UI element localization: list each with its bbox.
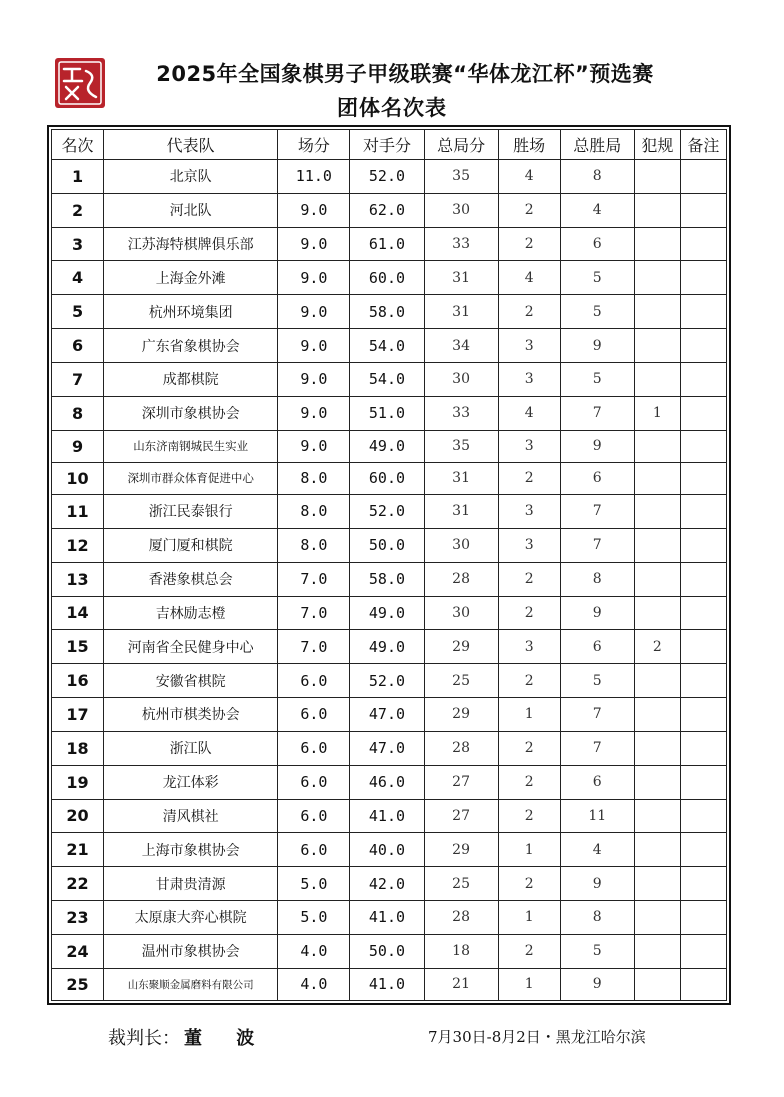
team-cell: 龙江体彩: [104, 765, 278, 799]
table-row: [52, 160, 727, 194]
opponent-points-cell: 46.0: [350, 765, 424, 799]
rank-cell: 10: [52, 462, 104, 494]
total-wins-cell: 4: [560, 193, 634, 227]
team-cell: 吉林励志橙: [104, 596, 278, 630]
fouls-cell: [634, 664, 680, 698]
match-points-cell: 7.0: [278, 630, 350, 664]
total-wins-cell: 5: [560, 664, 634, 698]
table-row: [52, 698, 727, 732]
wins-cell: 2: [498, 227, 560, 261]
note-cell: [680, 901, 726, 935]
game-points-cell: 30: [424, 528, 498, 562]
team-cell: 温州市象棋协会: [104, 934, 278, 968]
column-header: 总胜局: [560, 130, 634, 160]
note-cell: [680, 227, 726, 261]
fouls-cell: [634, 362, 680, 396]
wins-cell: 3: [498, 430, 560, 462]
match-points-cell: 8.0: [278, 462, 350, 494]
total-wins-cell: 8: [560, 901, 634, 935]
judge-label: 裁判长：: [108, 1028, 180, 1049]
opponent-points-cell: 49.0: [350, 630, 424, 664]
total-wins-cell: 5: [560, 362, 634, 396]
fouls-cell: [634, 329, 680, 363]
note-cell: [680, 495, 726, 529]
team-cell: 成都棋院: [104, 362, 278, 396]
wins-cell: 2: [498, 765, 560, 799]
match-points-cell: 9.0: [278, 430, 350, 462]
total-wins-cell: 9: [560, 867, 634, 901]
note-cell: [680, 160, 726, 194]
team-cell: 浙江队: [104, 731, 278, 765]
opponent-points-cell: 58.0: [350, 295, 424, 329]
standings-table: [51, 129, 727, 1001]
team-cell: 山东聚顺金属磨料有限公司: [104, 968, 278, 1000]
fouls-cell: [634, 968, 680, 1000]
match-points-cell: 6.0: [278, 799, 350, 833]
total-wins-cell: 6: [560, 462, 634, 494]
table-row: [52, 562, 727, 596]
table-row: [52, 396, 727, 430]
total-wins-cell: 9: [560, 968, 634, 1000]
match-points-cell: 9.0: [278, 329, 350, 363]
opponent-points-cell: 51.0: [350, 396, 424, 430]
opponent-points-cell: 42.0: [350, 867, 424, 901]
rank-cell: 12: [52, 528, 104, 562]
rank-cell: 25: [52, 968, 104, 1000]
fouls-cell: [634, 160, 680, 194]
rank-cell: 22: [52, 867, 104, 901]
rank-cell: 13: [52, 562, 104, 596]
match-points-cell: 4.0: [278, 968, 350, 1000]
game-points-cell: 35: [424, 160, 498, 194]
note-cell: [680, 295, 726, 329]
column-header: 场分: [278, 130, 350, 160]
note-cell: [680, 630, 726, 664]
game-points-cell: 27: [424, 765, 498, 799]
standings-table-frame: [47, 125, 731, 1005]
judge-name: 董 波: [184, 1028, 269, 1049]
opponent-points-cell: 41.0: [350, 968, 424, 1000]
opponent-points-cell: 52.0: [350, 664, 424, 698]
team-cell: 山东济南钢城民生实业: [104, 430, 278, 462]
total-wins-cell: 9: [560, 430, 634, 462]
wins-cell: 1: [498, 968, 560, 1000]
game-points-cell: 31: [424, 295, 498, 329]
table-row: [52, 596, 727, 630]
column-header: 对手分: [350, 130, 424, 160]
table-row: [52, 193, 727, 227]
column-header: 备注: [680, 130, 726, 160]
opponent-points-cell: 49.0: [350, 430, 424, 462]
table-row: [52, 462, 727, 494]
opponent-points-cell: 47.0: [350, 698, 424, 732]
opponent-points-cell: 52.0: [350, 160, 424, 194]
note-cell: [680, 934, 726, 968]
game-points-cell: 30: [424, 193, 498, 227]
table-row: [52, 227, 727, 261]
rank-cell: 21: [52, 833, 104, 867]
match-points-cell: 9.0: [278, 193, 350, 227]
team-cell: 广东省象棋协会: [104, 329, 278, 363]
column-header: 代表队: [104, 130, 278, 160]
total-wins-cell: 7: [560, 528, 634, 562]
fouls-cell: [634, 698, 680, 732]
wins-cell: 2: [498, 295, 560, 329]
total-wins-cell: 11: [560, 799, 634, 833]
note-cell: [680, 731, 726, 765]
team-cell: 浙江民泰银行: [104, 495, 278, 529]
wins-cell: 1: [498, 698, 560, 732]
match-points-cell: 8.0: [278, 495, 350, 529]
note-cell: [680, 396, 726, 430]
fouls-cell: [634, 495, 680, 529]
opponent-points-cell: 60.0: [350, 261, 424, 295]
team-cell: 河南省全民健身中心: [104, 630, 278, 664]
fouls-cell: [634, 901, 680, 935]
fouls-cell: [634, 261, 680, 295]
game-points-cell: 18: [424, 934, 498, 968]
fouls-cell: [634, 562, 680, 596]
match-points-cell: 6.0: [278, 765, 350, 799]
wins-cell: 2: [498, 664, 560, 698]
fouls-cell: [634, 934, 680, 968]
note-cell: [680, 528, 726, 562]
total-wins-cell: 8: [560, 562, 634, 596]
team-cell: 深圳市群众体育促进中心: [104, 462, 278, 494]
fouls-cell: 2: [634, 630, 680, 664]
game-points-cell: 29: [424, 833, 498, 867]
fouls-cell: [634, 528, 680, 562]
wins-cell: 2: [498, 731, 560, 765]
total-wins-cell: 9: [560, 596, 634, 630]
rank-cell: 7: [52, 362, 104, 396]
note-cell: [680, 596, 726, 630]
game-points-cell: 31: [424, 261, 498, 295]
match-points-cell: 6.0: [278, 698, 350, 732]
game-points-cell: 27: [424, 799, 498, 833]
match-points-cell: 5.0: [278, 867, 350, 901]
note-cell: [680, 193, 726, 227]
page-title: 2025年全国象棋男子甲级联赛“华体龙江杯”预选赛: [156, 62, 654, 86]
column-header: 犯规: [634, 130, 680, 160]
team-cell: 清风棋社: [104, 799, 278, 833]
wins-cell: 3: [498, 630, 560, 664]
opponent-points-cell: 54.0: [350, 329, 424, 363]
opponent-points-cell: 41.0: [350, 799, 424, 833]
rank-cell: 16: [52, 664, 104, 698]
rank-cell: 3: [52, 227, 104, 261]
fouls-cell: [634, 462, 680, 494]
total-wins-cell: 9: [560, 329, 634, 363]
wins-cell: 2: [498, 462, 560, 494]
wins-cell: 3: [498, 495, 560, 529]
match-points-cell: 5.0: [278, 901, 350, 935]
game-points-cell: 28: [424, 731, 498, 765]
page-subtitle: 团体名次表: [337, 96, 447, 120]
team-cell: 上海市象棋协会: [104, 833, 278, 867]
table-row: [52, 833, 727, 867]
match-points-cell: 4.0: [278, 934, 350, 968]
table-row: [52, 495, 727, 529]
opponent-points-cell: 52.0: [350, 495, 424, 529]
rank-cell: 19: [52, 765, 104, 799]
column-header: 名次: [52, 130, 104, 160]
match-points-cell: 8.0: [278, 528, 350, 562]
wins-cell: 2: [498, 799, 560, 833]
team-cell: 江苏海特棋牌俱乐部: [104, 227, 278, 261]
rank-cell: 5: [52, 295, 104, 329]
total-wins-cell: 5: [560, 934, 634, 968]
opponent-points-cell: 50.0: [350, 934, 424, 968]
rank-cell: 9: [52, 430, 104, 462]
team-cell: 上海金外滩: [104, 261, 278, 295]
fouls-cell: [634, 193, 680, 227]
table-row: [52, 430, 727, 462]
game-points-cell: 31: [424, 462, 498, 494]
opponent-points-cell: 40.0: [350, 833, 424, 867]
opponent-points-cell: 62.0: [350, 193, 424, 227]
opponent-points-cell: 61.0: [350, 227, 424, 261]
wins-cell: 3: [498, 329, 560, 363]
match-points-cell: 7.0: [278, 562, 350, 596]
opponent-points-cell: 49.0: [350, 596, 424, 630]
total-wins-cell: 7: [560, 731, 634, 765]
team-cell: 安徽省棋院: [104, 664, 278, 698]
game-points-cell: 35: [424, 430, 498, 462]
rank-cell: 14: [52, 596, 104, 630]
table-row: [52, 362, 727, 396]
total-wins-cell: 4: [560, 833, 634, 867]
total-wins-cell: 6: [560, 765, 634, 799]
game-points-cell: 28: [424, 562, 498, 596]
wins-cell: 4: [498, 261, 560, 295]
rank-cell: 18: [52, 731, 104, 765]
wins-cell: 2: [498, 867, 560, 901]
judge-line: [108, 1024, 268, 1050]
match-points-cell: 7.0: [278, 596, 350, 630]
match-points-cell: 9.0: [278, 295, 350, 329]
match-points-cell: 6.0: [278, 664, 350, 698]
team-cell: 杭州市棋类协会: [104, 698, 278, 732]
table-row: [52, 664, 727, 698]
game-points-cell: 33: [424, 396, 498, 430]
game-points-cell: 34: [424, 329, 498, 363]
total-wins-cell: 6: [560, 227, 634, 261]
opponent-points-cell: 41.0: [350, 901, 424, 935]
table-row: [52, 528, 727, 562]
total-wins-cell: 7: [560, 495, 634, 529]
rank-cell: 8: [52, 396, 104, 430]
team-cell: 北京队: [104, 160, 278, 194]
match-points-cell: 6.0: [278, 731, 350, 765]
note-cell: [680, 562, 726, 596]
team-cell: 杭州环境集团: [104, 295, 278, 329]
note-cell: [680, 329, 726, 363]
table-row: [52, 261, 727, 295]
rank-cell: 6: [52, 329, 104, 363]
wins-cell: 2: [498, 934, 560, 968]
team-cell: 甘肃贵清源: [104, 867, 278, 901]
column-header: 胜场: [498, 130, 560, 160]
rank-cell: 20: [52, 799, 104, 833]
wins-cell: 4: [498, 396, 560, 430]
game-points-cell: 29: [424, 698, 498, 732]
match-points-cell: 9.0: [278, 396, 350, 430]
note-cell: [680, 698, 726, 732]
opponent-points-cell: 60.0: [350, 462, 424, 494]
opponent-points-cell: 54.0: [350, 362, 424, 396]
game-points-cell: 25: [424, 664, 498, 698]
total-wins-cell: 8: [560, 160, 634, 194]
game-points-cell: 28: [424, 901, 498, 935]
column-header: 总局分: [424, 130, 498, 160]
opponent-points-cell: 58.0: [350, 562, 424, 596]
total-wins-cell: 7: [560, 396, 634, 430]
table-row: [52, 630, 727, 664]
wins-cell: 1: [498, 901, 560, 935]
game-points-cell: 30: [424, 362, 498, 396]
team-cell: 太原康大弈心棋院: [104, 901, 278, 935]
opponent-points-cell: 47.0: [350, 731, 424, 765]
fouls-cell: [634, 596, 680, 630]
table-row: [52, 867, 727, 901]
table-header-row: [52, 130, 727, 160]
date-location: 7月30日-8月2日・黑龙江哈尔滨: [428, 1028, 646, 1046]
note-cell: [680, 765, 726, 799]
game-points-cell: 30: [424, 596, 498, 630]
fouls-cell: [634, 765, 680, 799]
rank-cell: 11: [52, 495, 104, 529]
match-points-cell: 11.0: [278, 160, 350, 194]
game-points-cell: 29: [424, 630, 498, 664]
fouls-cell: [634, 227, 680, 261]
wins-cell: 2: [498, 193, 560, 227]
team-cell: 河北队: [104, 193, 278, 227]
fouls-cell: [634, 430, 680, 462]
match-points-cell: 9.0: [278, 362, 350, 396]
fouls-cell: [634, 731, 680, 765]
note-cell: [680, 968, 726, 1000]
rank-cell: 4: [52, 261, 104, 295]
total-wins-cell: 7: [560, 698, 634, 732]
wins-cell: 2: [498, 596, 560, 630]
team-cell: 厦门厦和棋院: [104, 528, 278, 562]
table-row: [52, 731, 727, 765]
game-points-cell: 25: [424, 867, 498, 901]
table-row: [52, 329, 727, 363]
note-cell: [680, 799, 726, 833]
fouls-cell: [634, 799, 680, 833]
rank-cell: 15: [52, 630, 104, 664]
rank-cell: 24: [52, 934, 104, 968]
table-row: [52, 968, 727, 1000]
wins-cell: 4: [498, 160, 560, 194]
team-cell: 香港象棋总会: [104, 562, 278, 596]
rank-cell: 17: [52, 698, 104, 732]
rank-cell: 23: [52, 901, 104, 935]
note-cell: [680, 833, 726, 867]
fouls-cell: [634, 295, 680, 329]
table-row: [52, 934, 727, 968]
note-cell: [680, 867, 726, 901]
table-row: [52, 799, 727, 833]
match-points-cell: 6.0: [278, 833, 350, 867]
note-cell: [680, 261, 726, 295]
table-row: [52, 901, 727, 935]
fouls-cell: [634, 833, 680, 867]
match-points-cell: 9.0: [278, 227, 350, 261]
game-points-cell: 33: [424, 227, 498, 261]
total-wins-cell: 6: [560, 630, 634, 664]
game-points-cell: 21: [424, 968, 498, 1000]
note-cell: [680, 664, 726, 698]
note-cell: [680, 462, 726, 494]
rank-cell: 2: [52, 193, 104, 227]
wins-cell: 3: [498, 362, 560, 396]
wins-cell: 2: [498, 562, 560, 596]
note-cell: [680, 430, 726, 462]
rank-cell: 1: [52, 160, 104, 194]
total-wins-cell: 5: [560, 261, 634, 295]
fouls-cell: 1: [634, 396, 680, 430]
wins-cell: 3: [498, 528, 560, 562]
opponent-points-cell: 50.0: [350, 528, 424, 562]
team-cell: 深圳市象棋协会: [104, 396, 278, 430]
wins-cell: 1: [498, 833, 560, 867]
game-points-cell: 31: [424, 495, 498, 529]
table-row: [52, 765, 727, 799]
fouls-cell: [634, 867, 680, 901]
match-points-cell: 9.0: [278, 261, 350, 295]
note-cell: [680, 362, 726, 396]
total-wins-cell: 5: [560, 295, 634, 329]
table-row: [52, 295, 727, 329]
